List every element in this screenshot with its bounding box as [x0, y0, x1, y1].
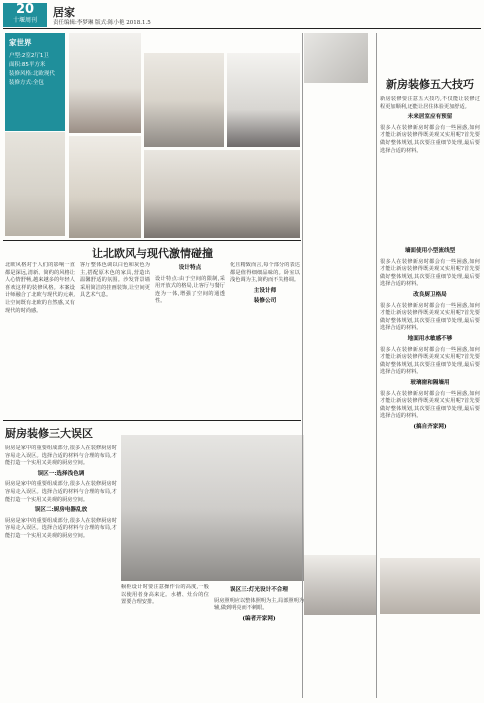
photo-bedroom — [69, 33, 141, 133]
article-c-byline: (搞自齐家网) — [413, 423, 447, 430]
article-c-text: 很多人在装修新房时都会有一些困惑,如何才能让新房装修得既美观又实用呢?首先要做好整体规划,其次要注重细节处理,最后要选择合适的材料。 — [380, 390, 480, 420]
info-line: 面积:85平方米 — [9, 62, 46, 68]
article-c-title: 新房装修五大技巧 — [386, 78, 474, 91]
article-b-text: 厨房是家中的重要组成部分,很多人在装修厨房时容易走入误区。选择合适的材料与合理的布局,才能打造一个实用又美观的厨房空间。 — [5, 445, 117, 467]
article-a-col — [155, 262, 225, 377]
article-a-col — [230, 262, 300, 377]
article-c-subhead: 玻璃窗和隔墙用 — [410, 379, 450, 386]
article-a-col — [80, 262, 150, 377]
article-c-subhead: 墙面使用小型流线型 — [404, 248, 456, 254]
article-c-text: 很多人在装修新房时都会有一些困惑,如何才能让新房装修得既美观又实用呢?首先要做好整体规划,其次要注重细节处理,最后要选择合适的材料。 — [380, 302, 480, 332]
divider — [3, 420, 301, 421]
info-box-title: 家世界 — [9, 38, 32, 47]
article-a-subhead: 主设计师 — [253, 287, 277, 294]
page-number: 20 — [15, 2, 35, 17]
article-a-col — [5, 262, 75, 377]
article-c-col — [380, 96, 480, 246]
article-c-subhead: 未来居室应有预留 — [407, 114, 453, 121]
article-b-subhead: 误区一:选择浅色调 — [37, 470, 85, 477]
article-c-text: 很多人在装修新房时都会有一些困惑,如何才能让新房装修得既美观又实用呢?首先要做好整体规划,其次要注重细节处理,最后要选择合适的材料。 — [380, 124, 480, 154]
article-b-title: 厨房装修三大误区 — [5, 427, 93, 440]
article-a-text: 北欧风格对于人们的影响一直都是深远,清新、简约的风格让人心情舒畅,越来越多的年轻人喜欢这样的装修风格。本案设计师融合了北欧与现代的元素,让空间既有北欧的自然感,又有现代的时尚感。 — [5, 262, 75, 314]
page-header — [3, 3, 481, 29]
article-a-text: 化且精致而言,每个部分的表达都是值得细细品味的。卧室以浅色调为主,简约而不失格调。 — [230, 262, 300, 284]
article-b-subhead: 误区二:厨房电器乱放 — [34, 507, 88, 514]
photo-study — [304, 33, 368, 83]
article-b-subhead: 误区三:灯光设计不合理 — [229, 587, 288, 593]
article-b-text: 厨房是家中的重要组成部分,很多人在装修厨房时容易走入误区。选择合适的材料与合理的布局,才能打造一个实用又美观的厨房空间。 — [5, 517, 117, 539]
section-title: 居家 — [53, 6, 75, 19]
article-c-col — [380, 245, 480, 695]
article-a-subhead: 装修公司 — [253, 298, 277, 305]
info-line: 装修方式:全包 — [9, 80, 44, 86]
photo-living-room — [5, 132, 65, 236]
article-b-text: 厨房是家中的重要组成部分,很多人在装修厨房时容易走入误区。选择合适的材料与合理的布局,才能打造一个实用又美观的厨房空间。 — [5, 481, 117, 503]
photo-window — [304, 555, 376, 615]
article-b-col — [5, 445, 117, 695]
divider — [3, 240, 301, 241]
article-c-text: 新房装修要注意五大技巧,不仅能让装修过程更加顺利,还能让居住体验更加舒适。 — [380, 96, 480, 110]
article-b-col — [214, 584, 304, 694]
article-c-text: 很多人在装修新房时都会有一些困惑,如何才能让新房装修得既美观又实用呢?首先要做好整体规划,其次要注重细节处理,最后要选择合适的材料。 — [380, 346, 480, 376]
article-b-byline: (编者开家网) — [242, 615, 276, 622]
article-c-subhead: 改良厨卫格局 — [413, 291, 447, 298]
article-a-subhead: 设计特点 — [178, 265, 202, 271]
paper-name: 十堰周刊 — [12, 17, 37, 24]
article-a-title: 让北欧风与现代激情碰撞 — [92, 247, 213, 260]
credits: 责任编辑:李梦琳 版式:陈小艳 2018.1.5 — [53, 20, 151, 26]
article-a-text: 设计特点:由于空间的限制,采用开放式的格局,让客厅与餐厅连为一体,增强了空间的通透性。 — [155, 275, 225, 305]
article-b-text: 厨房照明应以整体照明为主,局部照明为辅,做到明亮而不刺眼。 — [214, 597, 304, 612]
info-line: 户型:2室2厅1卫 — [9, 53, 49, 59]
article-b-text: 橱柜设计时要注意操作台的高度,一般以使用者身高来定。水槽、灶台的位置要合理安排。 — [121, 584, 209, 606]
photo-hall — [69, 136, 141, 238]
info-box — [5, 33, 65, 131]
article-c-text: 很多人在装修新房时都会有一些困惑,如何才能让新房装修得既美观又实用呢?首先要做好整体规划,其次要注重细节处理,最后要选择合适的材料。 — [380, 258, 480, 288]
column-divider — [376, 33, 377, 698]
article-c-subhead: 地面用水敏感不够 — [407, 335, 453, 342]
photo-bedroom-2 — [227, 53, 300, 147]
article-b-col — [121, 584, 209, 694]
photo-lounge — [144, 53, 224, 147]
photo-kitchen — [121, 435, 304, 581]
article-a-text: 客厅整体色调以白色和灰色为主,搭配原木色的家具,营造出温馨舒适的氛围。沙发背景墙采用简洁的挂画装饰,让空间更具艺术气息。 — [80, 262, 150, 299]
page-number-badge — [3, 3, 47, 27]
info-line: 装修风格:北欧现代 — [9, 71, 55, 77]
photo-dining — [144, 150, 300, 238]
